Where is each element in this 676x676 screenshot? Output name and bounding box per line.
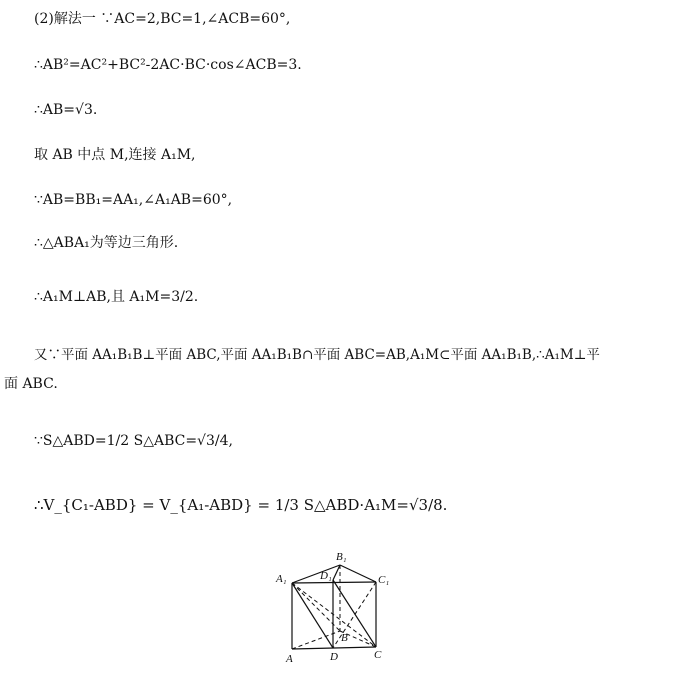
solution-line-8 — [34, 346, 600, 364]
label-A: A — [286, 653, 293, 665]
solution-line-6 — [34, 234, 178, 252]
label-C1: C₁ — [378, 574, 390, 586]
edge-A1-D — [292, 583, 333, 648]
hidden-edge-C1-A — [333, 582, 376, 648]
line-8a-text: 又∵平面 AA₁B₁B⊥平面 ABC,平面 AA₁B₁B∩平面 ABC=AB,A₁M⊂平面 AA₁B₁B,∴A₁M⊥平 — [34, 347, 600, 363]
label-D: D — [330, 651, 338, 663]
prism-figure — [270, 545, 400, 670]
solution-line-1 — [34, 10, 290, 28]
edge-B1-C1 — [340, 565, 376, 582]
line-6-text: ∴△ABA₁为等边三角形. — [34, 235, 179, 251]
line-8b-text: 面 ABC. — [4, 376, 58, 392]
solution-line-2 — [34, 56, 302, 74]
line-1-text: (2)解法一 ∵AC=2,BC=1,∠ACB=60°, — [34, 11, 291, 27]
solution-line-9 — [34, 432, 233, 450]
hidden-edge-A1-C — [292, 583, 376, 647]
line-3-text: ∴AB=√3. — [34, 102, 98, 118]
line-5-text: ∵AB=BB₁=AA₁,∠A₁AB=60°, — [34, 192, 233, 208]
line-10-text: ∴V_{C₁-ABD} = V_{A₁-ABD} = 1/3 S△ABD·A₁M=√3/8. — [34, 496, 448, 514]
solution-line-10 — [34, 496, 447, 514]
line-2-text: ∴AB²=AC²+BC²-2AC·BC·cos∠ACB=3. — [34, 57, 302, 73]
label-B: B — [341, 632, 348, 644]
line-9-text: ∵S△ABD=1/2 S△ABC=√3/4, — [34, 433, 233, 449]
label-D1: D₁ — [320, 570, 332, 582]
solution-line-4 — [34, 146, 196, 164]
label-C: C — [374, 649, 382, 661]
solution-line-7 — [34, 288, 198, 306]
solution-line-5 — [34, 191, 232, 209]
line-7-text: ∴A₁M⊥AB,且 A₁M=3/2. — [34, 289, 199, 305]
line-4-text: 取 AB 中点 M,连接 A₁M, — [34, 147, 196, 163]
label-B1: B₁ — [336, 551, 347, 563]
solution-line-8-cont — [4, 375, 58, 393]
label-A1: A₁ — [276, 573, 287, 585]
solution-line-3 — [34, 101, 97, 119]
